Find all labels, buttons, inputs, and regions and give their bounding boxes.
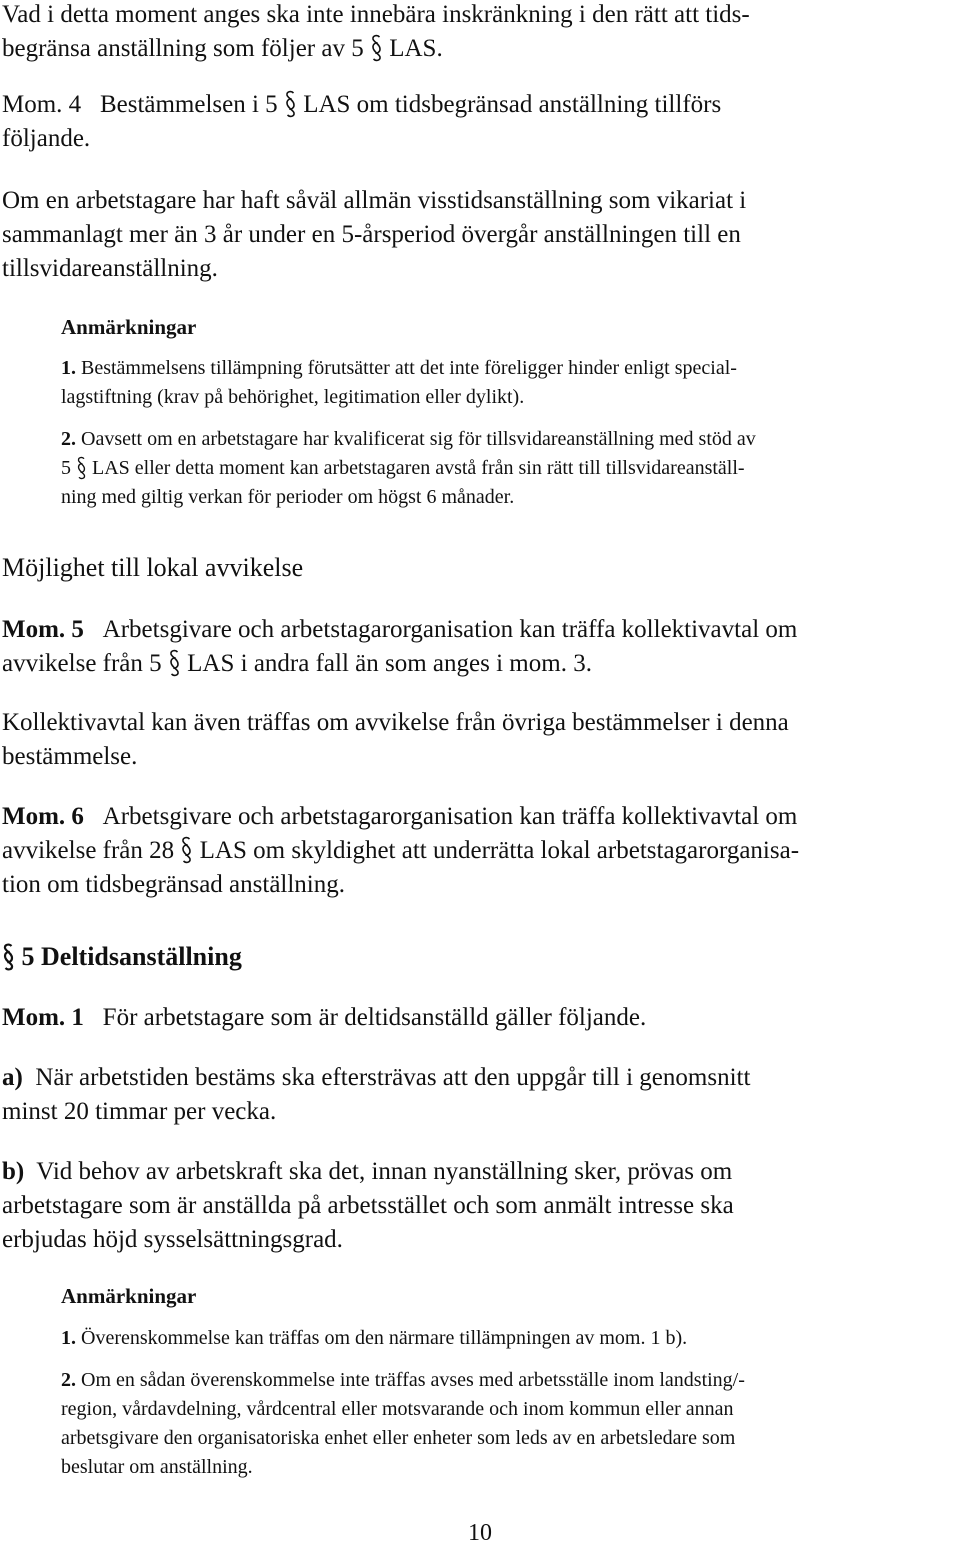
mom6-text: avvikelse från 28 <box>2 837 175 864</box>
mom6-text: LAS om skyldighet att underrätta lokal arbetstagarorganisa- <box>199 837 800 864</box>
note-text: arbetsgivare den organisatoriska enhet eller enheter som leds av en arbetsledare som <box>61 1427 736 1449</box>
item-a <box>2 1061 954 1129</box>
mom1-paragraph <box>2 1001 954 1035</box>
note-number: 1. <box>61 1327 76 1349</box>
notes-heading: Anmärkningar <box>61 315 197 339</box>
note-text: lagstiftning (krav på behörighet, legitimation eller dylikt). <box>61 386 525 408</box>
note-number: 2. <box>61 428 76 450</box>
note-text: Om en sådan överenskommelse inte träffas avses med arbetsställe inom landsting/- <box>81 1369 745 1391</box>
item-b-text: Vid behov av arbetskraft ska det, innan nyanställning sker, prövas om <box>36 1158 733 1185</box>
notes-heading: Anmärkningar <box>61 1284 197 1308</box>
section-5-heading <box>2 940 954 974</box>
mom4-text-b: LAS om tidsbegränsad anställning tillförs <box>303 91 722 118</box>
note-1 <box>61 1324 954 1353</box>
mom6-text: Arbetsgivare och arbetstagarorganisation kan träffa kollektivavtal om <box>102 803 798 830</box>
note-text: 5 <box>61 457 71 479</box>
item-b-text: arbetstagare som är anställda på arbetsstället och som anmält intresse ska <box>2 1192 734 1219</box>
item-b-text: erbjudas höjd sysselsättningsgrad. <box>2 1226 343 1253</box>
note-text: Bestämmelsens tillämpning förutsätter att det inte föreligger hinder enligt special- <box>81 357 737 379</box>
intro-line-2 <box>2 32 954 66</box>
intro-paragraph <box>2 0 954 66</box>
mom6-paragraph <box>2 800 954 902</box>
mom5-text: avvikelse från 5 <box>2 650 162 677</box>
note-2 <box>61 425 954 512</box>
rule-line-1: Om en arbetstagare har haft såväl allmän visstidsanställning som vikariat i <box>2 187 747 214</box>
intro-las: LAS. <box>389 35 443 62</box>
mom5-text: Arbetsgivare och arbetstagarorganisation kan träffa kollektivavtal om <box>102 616 798 643</box>
note-text: LAS eller detta moment kan arbetstagaren avstå från sin rätt till tillsvidareanställ- <box>92 457 745 479</box>
mom4-label: Mom. 4 <box>2 91 82 118</box>
mom5-label: Mom. 5 <box>2 616 84 643</box>
note-number: 2. <box>61 1369 76 1391</box>
collective-paragraph <box>2 706 954 774</box>
mom5-paragraph <box>2 613 954 681</box>
note-text: region, vårdavdelning, vårdcentral eller motsvarande och inom kommun eller annan <box>61 1398 734 1420</box>
note-number: 1. <box>61 357 76 379</box>
item-b <box>2 1155 954 1257</box>
note-1 <box>61 354 954 412</box>
mom6-text: tion om tidsbegränsad anställning. <box>2 871 346 898</box>
intro-text: begränsa anställning som följer av 5 <box>2 35 364 62</box>
rule-paragraph <box>2 184 954 286</box>
collective-line-2: bestämmelse. <box>2 743 138 770</box>
note-2 <box>61 1366 954 1482</box>
intro-line-1: Vad i detta moment anges ska inte innebära inskränkning i den rätt att tids- <box>2 1 750 28</box>
note-text: beslutar om anställning. <box>61 1456 253 1478</box>
mom5-text: LAS i andra fall än som anges i mom. 3. <box>187 650 592 677</box>
item-a-text: minst 20 timmar per vecka. <box>2 1098 277 1125</box>
item-a-label: a) <box>2 1064 23 1091</box>
note-text: Överenskommelse kan träffas om den närmare tillämpningen av mom. 1 b). <box>81 1327 688 1349</box>
section-heading-local: Möjlighet till lokal avvikelse <box>2 553 304 582</box>
note-text: ning med giltig verkan för perioder om högst 6 månader. <box>61 486 515 508</box>
mom1-label: Mom. 1 <box>2 1004 84 1031</box>
section-5-title: 5 Deltidsanställning <box>21 942 242 971</box>
mom6-label: Mom. 6 <box>2 803 84 830</box>
note-text: Oavsett om en arbetstagare har kvalificerat sig för tillsvidareanställning med stöd av <box>81 428 756 450</box>
collective-line-1: Kollektivavtal kan även träffas om avvikelse från övriga bestämmelser i denna <box>2 709 789 736</box>
item-a-text: När arbetstiden bestäms ska eftersträvas att den uppgår till i genomsnitt <box>35 1064 751 1091</box>
mom4-line-1 <box>2 88 954 122</box>
mom4-line-2: följande. <box>2 125 91 152</box>
mom1-text: För arbetstagare som är deltidsanställd gäller följande. <box>102 1004 647 1031</box>
item-b-label: b) <box>2 1158 25 1185</box>
mom4-paragraph <box>2 88 954 156</box>
mom4-text-a: Bestämmelsen i 5 <box>99 91 278 118</box>
rule-line-2: sammanlagt mer än 3 år under en 5-årsperiod övergår anställningen till en <box>2 221 741 248</box>
rule-line-3: tillsvidareanställning. <box>2 255 218 282</box>
page-number: 10 <box>468 1520 492 1546</box>
